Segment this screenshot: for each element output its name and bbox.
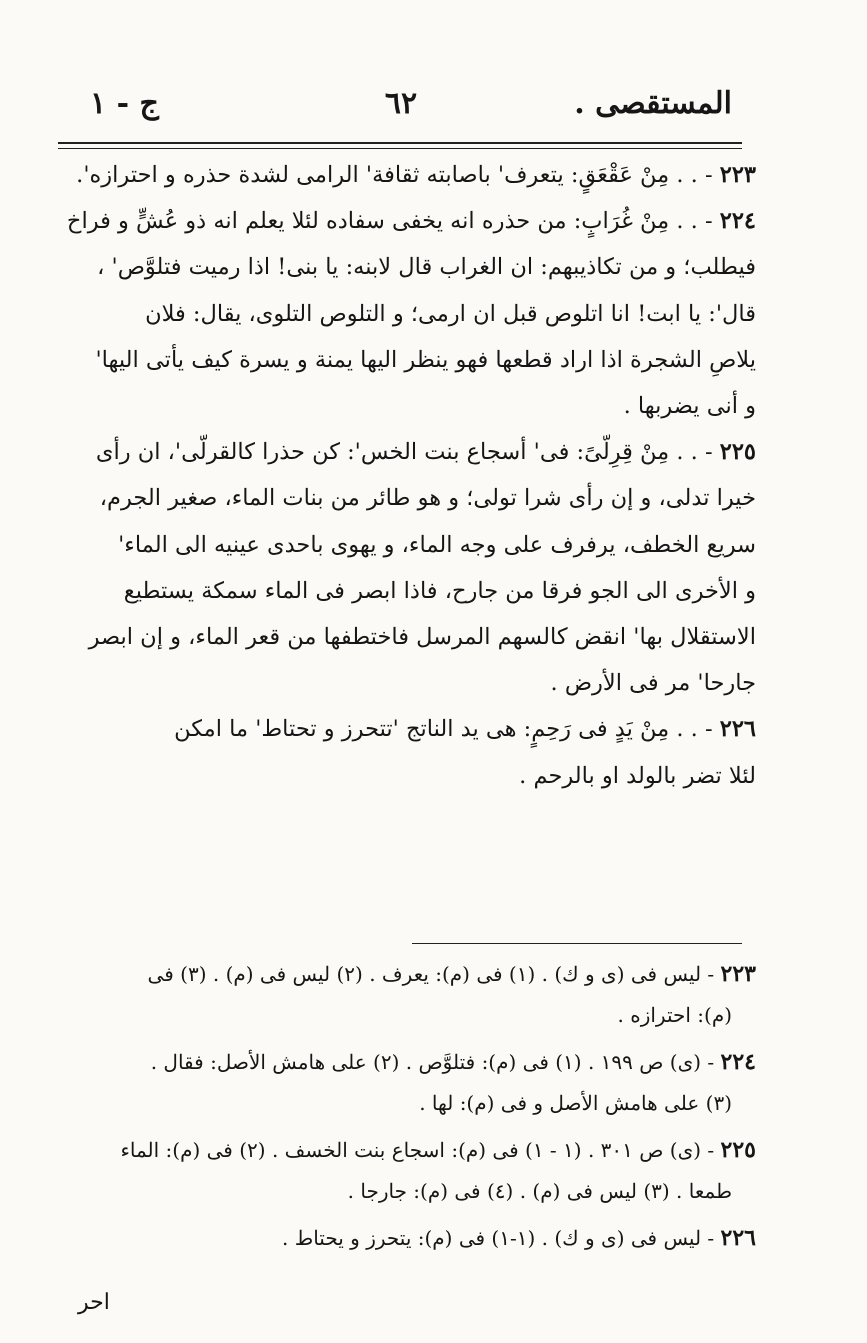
header-rule-thick [58,142,742,144]
entry-line: و أنى يضربها . [623,393,756,420]
page-header [70,86,732,136]
entry-226 [62,706,756,798]
footnote-line: - ليس فى (ى و ك) . (١-١) فى (م): يتحرز و يحتاط . [282,1226,715,1250]
entry-line: - . . مِنْ غُرَابٍ: من حذره انه يخفى سفاده لئلا يعلم انه ذو عُشٍّ و فراخ [66,208,713,235]
entry-line: سريع الخطف، يرفرف على وجه الماء، و يهوى باحدى عينيه الى الماء' [118,531,756,558]
footnote-number: ٢٢٤ [720,1049,756,1075]
entry-line: لئلا تضر بالولد او بالرحم . [519,762,756,789]
entry-line: يلاصِ الشجرة اذا اراد قطعها فهو ينظر اليها يمنة و يسرة كيف يأتى اليها' [95,346,756,373]
page-number: ٦٢ [384,86,418,121]
footnote-number: ٢٢٦ [720,1225,756,1251]
entry-line: و الأخرى الى الجو فرقا من جارح، فاذا ابصر فى الماء سمكة يستطيع [123,577,756,604]
main-text [62,152,756,799]
entry-line: - . . مِنْ عَقْعَقٍ: يتعرف' باصابته ثقافة' الرامى لشدة حذره و احترازه'. [76,162,713,188]
entry-number: ٢٢٤ [719,208,756,235]
entry-line: فيطلب؛ و من تكاذيبهم: ان الغراب قال لابنه: يا بنى! اذا رميت فتلوَّص' ، [97,254,756,281]
entry-number: ٢٢٦ [719,716,756,743]
volume-label: ج - ١ [90,86,159,121]
footnote-line: (٣) على هامش الأصل و فى (م): لها . [419,1091,732,1115]
footnote-line: (م): احترازه . [617,1003,732,1027]
entry-line: الاستقلال بها' انقض كالسهم المرسل فاختطفها من قعر الماء، و إن ابصر [88,624,756,651]
catchword: احر [78,1290,110,1315]
entry-223 [62,152,756,198]
footnote-rule [412,943,742,944]
entry-number: ٢٢٣ [719,162,756,188]
entry-line: - . . مِنْ قِرِلّىً: فى' أسجاع بنت الخس': كن حذرا كالقرلّى'، ان رأى [95,439,713,466]
entry-225 [62,429,756,706]
footnote-line: طمعا . (٣) ليس فى (م) . (٤) فى (م): جارجا . [347,1179,732,1203]
footnote-225 [62,1130,756,1212]
header-rule-thin [58,148,742,149]
footnote-line: - (ى) ص ٣٠١ . (١ - ١) فى (م): اسجاع بنت الخسف . (٢) فى (م): الماء [120,1138,715,1162]
book-title: المستقصى . [574,86,732,121]
entry-line: - . . مِنْ يَدٍ فى رَحِمٍ: هى يد الناتج 'تتحرز و تحتاط' ما امكن [174,716,713,743]
footnote-number: ٢٢٥ [720,1137,756,1163]
footnote-226 [62,1218,756,1259]
entry-line: خيرا تدلى، و إن رأى شرا تولى؛ و هو طائر من بنات الماء، صغير الجرم، [99,485,756,512]
footnote-223 [62,954,756,1036]
footnotes [62,954,756,1265]
footnote-line: - ليس فى (ى و ك) . (١) فى (م): يعرف . (٢) ليس فى (م) . (٣) فى [147,962,715,986]
entry-224 [62,198,756,429]
footnote-224 [62,1042,756,1124]
entry-line: جارحا' مر فى الأرض . [550,670,756,697]
footnote-number: ٢٢٣ [720,961,756,987]
entry-line: قال': يا ابت! انا اتلوص قبل ان ارمى؛ و التلوص التلوى، يقال: فلان [145,300,756,327]
entry-number: ٢٢٥ [719,439,756,466]
footnote-line: - (ى) ص ١٩٩ . (١) فى (م): فتلوَّص . (٢) على هامش الأصل: فقال . [150,1050,715,1074]
